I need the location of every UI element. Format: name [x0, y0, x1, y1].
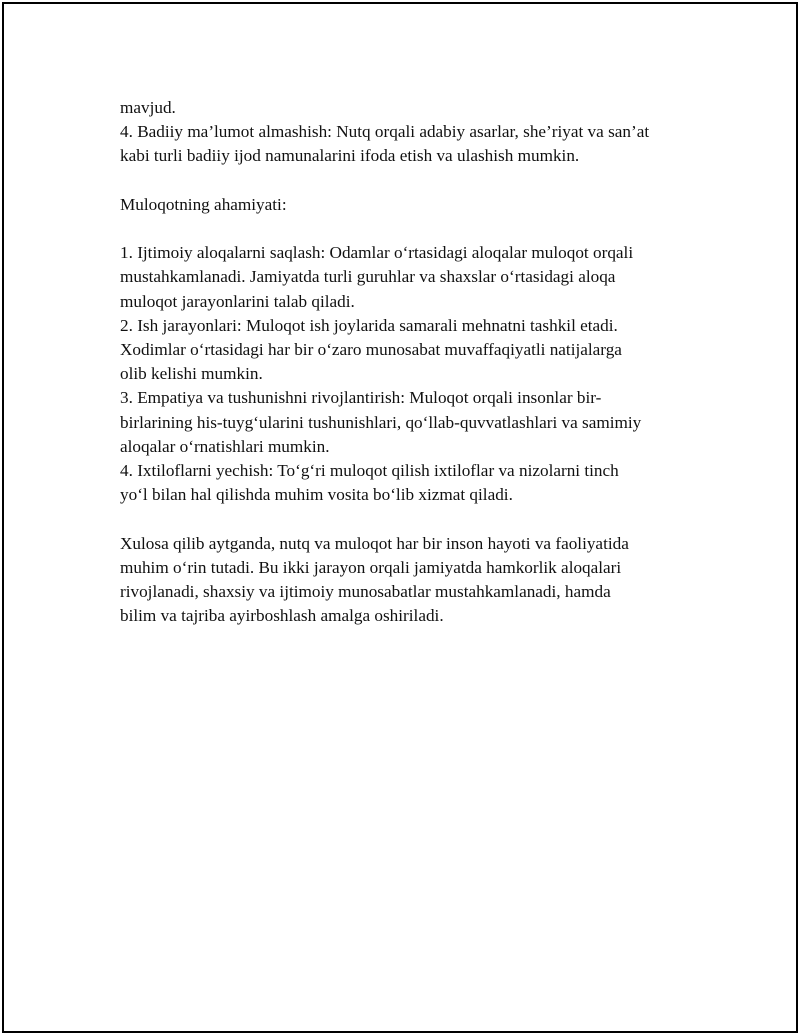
text-line: Xulosa qilib aytganda, nutq va muloqot har bir inson hayoti va faoliyatida — [120, 533, 629, 553]
text-line: 2. Ish jarayonlari: Muloqot ish joylarida samarali mehnatni tashkil etadi. — [120, 315, 618, 335]
text-line: 1. Ijtimoiy aloqalarni saqlash: Odamlar o‘rtasidagi aloqalar muloqot orqali — [120, 243, 634, 263]
text-line: muloqot jarayonlarini talab qiladi. — [120, 291, 355, 311]
text-line: 4. Ixtiloflarni yechish: To‘g‘ri muloqot qilish ixtiloflar va nizolarni tinch — [120, 461, 619, 481]
text-line: birlarining his-tuyg‘ularini tushunishlari, qo‘llab-quvvatlashlari va samimiy — [120, 412, 642, 432]
document-body — [120, 96, 720, 628]
paragraph-spacer — [120, 217, 720, 241]
paragraph-block-1 — [120, 96, 720, 169]
text-line: 3. Empatiya va tushunishni rivojlantirish: Muloqot orqali insonlar bir- — [120, 388, 602, 408]
text-line: rivojlanadi, shaxsiy va ijtimoiy munosabatlar mustahkamlanadi, hamda — [120, 582, 611, 602]
text-line: mavjud. — [120, 98, 176, 117]
paragraph-spacer — [120, 507, 720, 531]
text-line: olib kelishi mumkin. — [120, 364, 263, 384]
text-line: yo‘l bilan hal qilishda muhim vosita bo‘lib xizmat qiladi. — [120, 485, 513, 505]
paragraph-spacer — [120, 169, 720, 193]
section-heading: Muloqotning ahamiyati: — [120, 194, 287, 214]
text-line: Xodimlar o‘rtasidagi har bir o‘zaro munosabat muvaffaqiyatli natijalarga — [120, 340, 622, 359]
text-line: 4. Badiiy ma’lumot almashish: Nutq orqali adabiy asarlar, she’riyat va san’at — [120, 122, 650, 142]
text-line: aloqalar o‘rnatishlari mumkin. — [120, 436, 330, 456]
text-line: bilim va tajriba ayirboshlash amalga oshiriladi. — [120, 606, 444, 626]
paragraph-block-3 — [120, 532, 720, 629]
text-line: mustahkamlanadi. Jamiyatda turli guruhlar va shaxslar o‘rtasidagi aloqa — [120, 267, 616, 287]
text-line: muhim o‘rin tutadi. Bu ikki jarayon orqali jamiyatda hamkorlik aloqalari — [120, 557, 622, 577]
paragraph-block-2 — [120, 241, 720, 507]
document-page — [2, 2, 798, 1033]
text-line: kabi turli badiiy ijod namunalarini ifoda etish va ulashish mumkin. — [120, 146, 580, 166]
